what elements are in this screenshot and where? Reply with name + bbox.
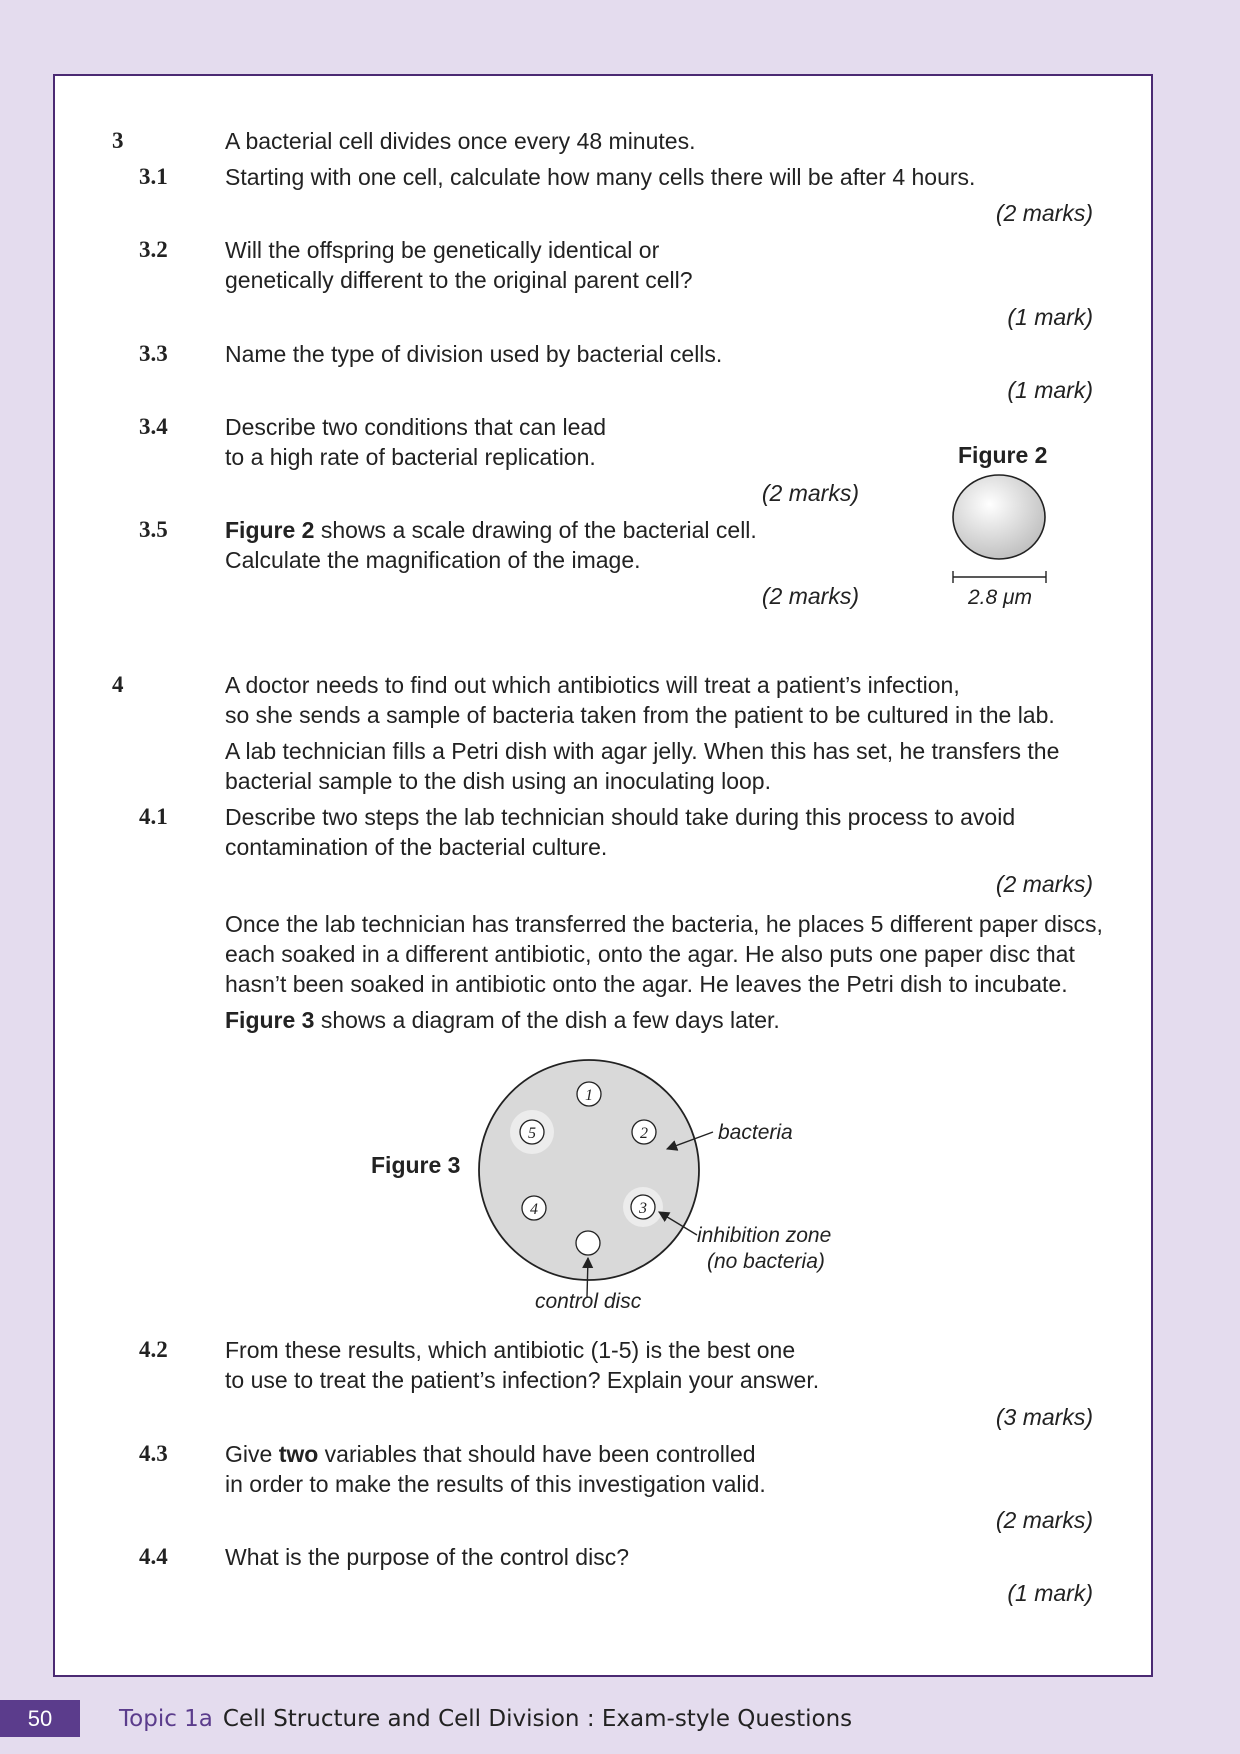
marks: (1 mark) <box>1007 377 1093 403</box>
figure-3-reference <box>225 1005 780 1035</box>
part-number: 4.1 <box>139 804 168 829</box>
part-number: 3.2 <box>139 237 168 262</box>
bacteria-label: bacteria <box>718 1121 793 1144</box>
inhibition-zone-label: inhibition zone <box>697 1224 832 1247</box>
part-text: Calculate the magnification of the image. <box>225 547 641 573</box>
part-text <box>225 515 757 545</box>
marks: (2 marks) <box>761 583 859 609</box>
part-number: 3.5 <box>139 517 168 542</box>
marks: (1 mark) <box>1007 1580 1093 1606</box>
part-text: What is the purpose of the control disc? <box>225 1544 629 1570</box>
marks: (2 marks) <box>995 200 1093 226</box>
part-text-post: variables that should have been controlled <box>318 1441 756 1467</box>
scale-bar-label: 2.8 μm <box>968 586 1033 609</box>
question-intro: A doctor needs to find out which antibiotics will treat a patient’s infection, <box>225 672 960 698</box>
footer-title <box>119 1703 852 1735</box>
marks: (1 mark) <box>1007 304 1093 330</box>
paragraph-line: each soaked in a different antibiotic, onto the agar. He also puts one paper disc that <box>225 941 1075 967</box>
part-text: Starting with one cell, calculate how many cells there will be after 4 hours. <box>225 164 976 190</box>
figure-3-petri-dish <box>470 1050 910 1310</box>
part-text: genetically different to the original parent cell? <box>225 267 693 293</box>
figure-3-label: Figure 3 <box>371 1152 461 1178</box>
part-number: 3.1 <box>139 164 168 189</box>
figure-2-label: Figure 2 <box>958 442 1048 468</box>
marks: (3 marks) <box>995 1404 1093 1430</box>
part-text <box>225 1439 756 1469</box>
part-text: to use to treat the patient’s infection? Explain your answer. <box>225 1367 820 1393</box>
marks: (2 marks) <box>995 1507 1093 1533</box>
marks: (2 marks) <box>995 871 1093 897</box>
figure-ref: Figure 2 <box>225 517 315 543</box>
part-text: Name the type of division used by bacterial cells. <box>225 341 723 367</box>
part-text-pre: Give <box>225 1441 279 1467</box>
part-number: 3.3 <box>139 341 168 366</box>
no-bacteria-label: (no bacteria) <box>707 1250 825 1273</box>
section-title: Cell Structure and Cell Division : Exam-style Questions <box>222 1706 853 1732</box>
part-text-rest: shows a scale drawing of the bacterial cell. <box>314 517 757 543</box>
disc-4-label: 4 <box>530 1201 538 1218</box>
part-number: 4.4 <box>139 1544 168 1569</box>
part-text: Describe two steps the lab technician should take during this process to avoid <box>225 804 1016 830</box>
paragraph-line: Once the lab technician has transferred the bacteria, he places 5 different paper discs, <box>225 911 1103 937</box>
page-number: 50 <box>0 1700 80 1737</box>
figure-ref: Figure 3 <box>225 1007 315 1033</box>
part-text: Describe two conditions that can lead <box>225 414 606 440</box>
part-text: to a high rate of bacterial replication. <box>225 444 596 470</box>
disc-1-label: 1 <box>585 1087 593 1104</box>
figure-ref-rest: shows a diagram of the dish a few days later. <box>314 1007 780 1033</box>
question-intro: A lab technician fills a Petri dish with agar jelly. When this has set, he transfers the <box>225 738 1060 764</box>
disc-2-label: 2 <box>640 1125 648 1142</box>
disc-5-label: 5 <box>528 1125 536 1142</box>
question-intro: so she sends a sample of bacteria taken from the patient to be cultured in the lab. <box>225 702 1055 728</box>
topic-label: Topic 1a <box>119 1706 213 1732</box>
paragraph-line: hasn’t been soaked in antibiotic onto the agar. He leaves the Petri dish to incubate. <box>225 971 1068 997</box>
control-disc <box>576 1231 600 1255</box>
part-text: Will the offspring be genetically identical or <box>225 237 660 263</box>
marks: (2 marks) <box>761 480 859 506</box>
part-number: 4.3 <box>139 1441 168 1466</box>
question-number: 4 <box>112 672 124 697</box>
question-intro: bacterial sample to the dish using an inoculating loop. <box>225 768 771 794</box>
question-intro: A bacterial cell divides once every 48 minutes. <box>225 128 696 154</box>
part-text: contamination of the bacterial culture. <box>225 834 608 860</box>
part-number: 4.2 <box>139 1337 168 1362</box>
part-text: From these results, which antibiotic (1-5) is the best one <box>225 1337 796 1363</box>
question-number: 3 <box>112 128 124 153</box>
emphasis: two <box>278 1441 319 1467</box>
part-text: in order to make the results of this investigation valid. <box>225 1471 766 1497</box>
control-disc-label: control disc <box>535 1290 642 1313</box>
disc-3-label: 3 <box>639 1200 647 1217</box>
part-number: 3.4 <box>139 414 168 439</box>
